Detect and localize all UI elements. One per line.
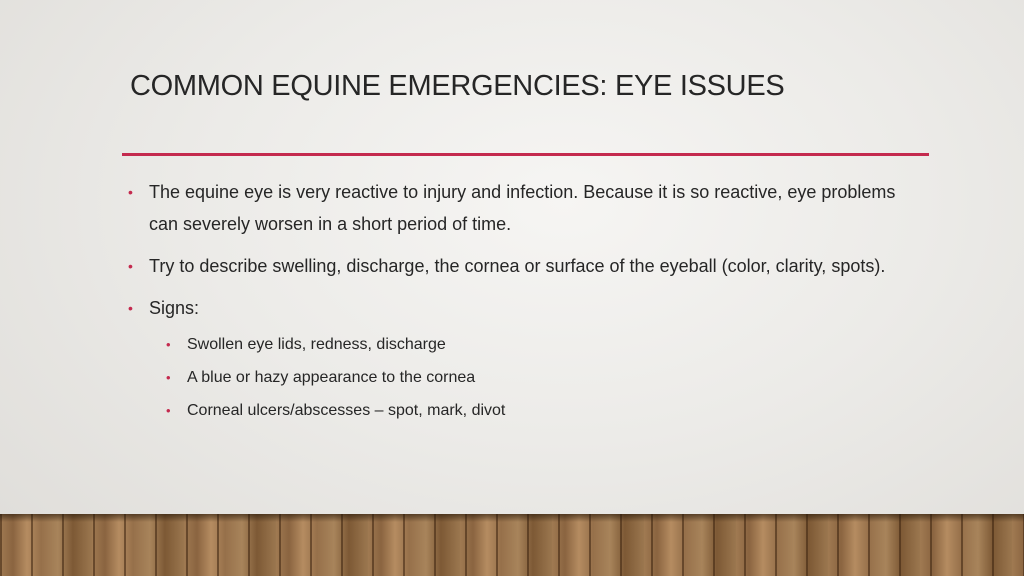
bullet-dot: • [128,184,133,200]
bullet-list [128,176,918,437]
title-divider [122,153,929,156]
sub-bullet-item [166,394,918,427]
sub-bullet-text: Corneal ulcers/abscesses – spot, mark, divot [187,402,506,419]
wood-floor-decoration [0,514,1024,576]
bullet-text: Try to describe swelling, discharge, the cornea or surface of the eyeball (color, clarity, spots). [149,256,886,276]
sub-bullet-item [166,361,918,394]
slide-title: COMMON EQUINE EMERGENCIES: EYE ISSUES [130,70,785,102]
bullet-text: Signs: [149,298,200,318]
bullet-dot: • [166,370,171,385]
sub-bullet-list [166,328,918,427]
bullet-dot: • [128,300,133,316]
floor-shadow [0,514,1024,522]
bullet-item [128,250,918,282]
bullet-item [128,292,918,427]
bullet-dot: • [166,403,171,418]
bullet-dot: • [128,258,133,274]
sub-bullet-text: Swollen eye lids, redness, discharge [187,336,446,353]
bullet-text: The equine eye is very reactive to injury and infection. Because it is so reactive, eye problems can severely worsen in a short period of time. [149,182,896,234]
sub-bullet-text: A blue or hazy appearance to the cornea [187,369,476,386]
bullet-item [128,176,918,240]
sub-bullet-item [166,328,918,361]
bullet-dot: • [166,337,171,352]
